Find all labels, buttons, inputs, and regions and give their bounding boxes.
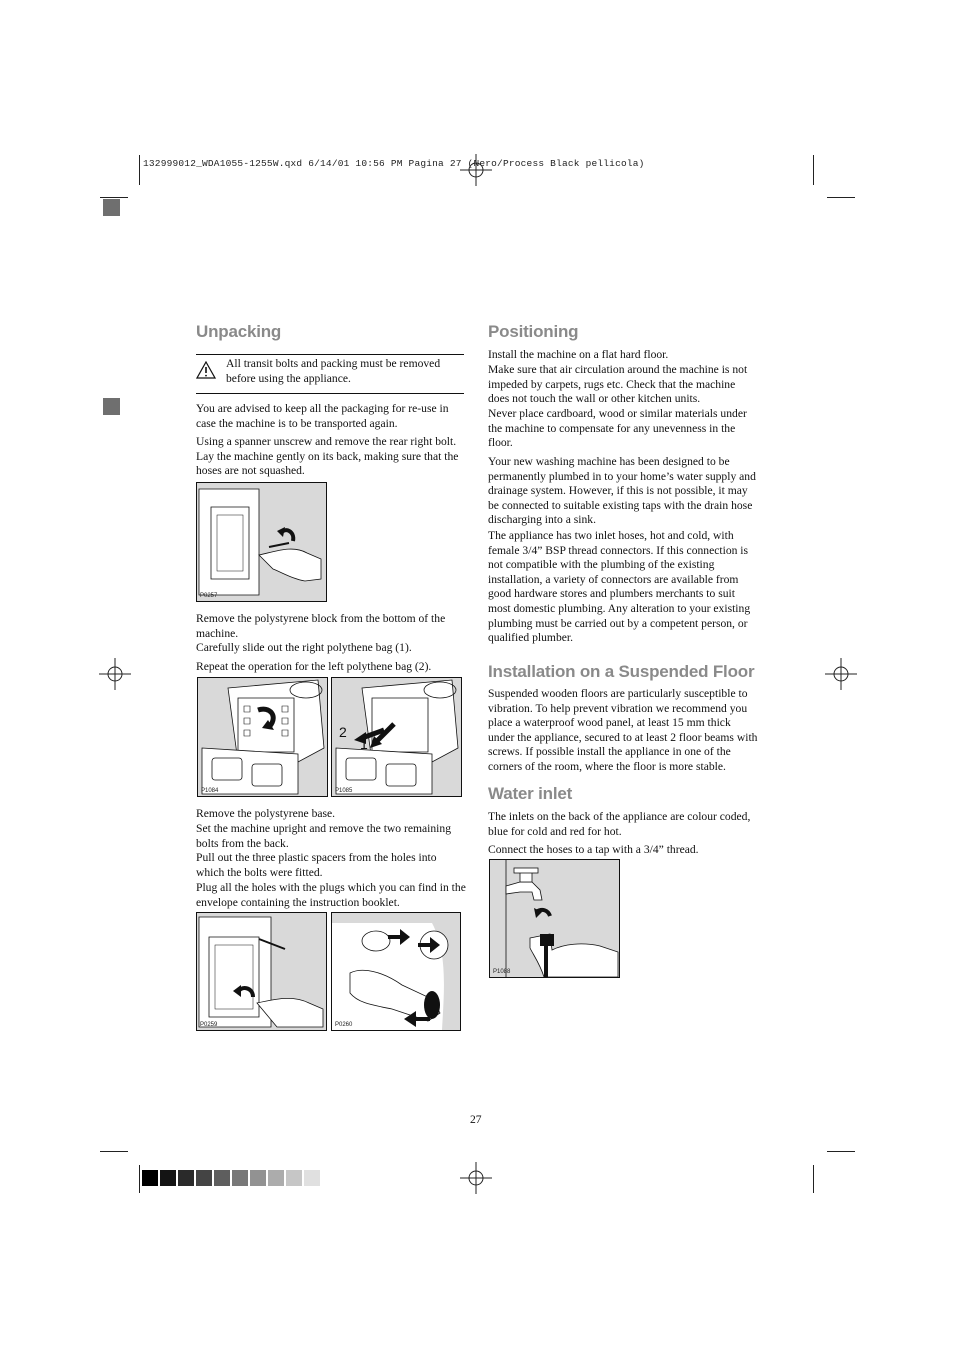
- figure-remove-right-bag: [197, 677, 328, 797]
- water-inlet-heading: Water inlet: [488, 784, 573, 803]
- color-swatch: [196, 1170, 212, 1186]
- color-swatch: [214, 1170, 230, 1186]
- warning-text: All transit bolts and packing must be removed before using the appliance.: [226, 357, 441, 385]
- page-number: 27: [470, 1113, 482, 1126]
- positioning-para: Make sure that air circulation around the machine is not impeded by carpets, rugs etc. Check that the machine does not touch the wall or other kitchen units.: [488, 363, 748, 406]
- registration-square: [103, 199, 120, 216]
- figure-connect-hose: [489, 859, 620, 978]
- color-swatch: [178, 1170, 194, 1186]
- crop-mark: [813, 155, 814, 185]
- suspended-floor-para: Suspended wooden floors are particularly susceptible to vibration. To help prevent vibration we recommend you place a waterproof wood panel, at least 15 mm thick under the appliance, secured to at least 2 floor beams with screws. If possible install the appliance in one of the corners of the room, where the floor is more stable.: [488, 687, 758, 773]
- crop-mark: [827, 1151, 855, 1152]
- figure-code: P1085: [335, 788, 353, 794]
- warning-box: [196, 354, 464, 394]
- printer-slug: 132999012_WDA1055-1255W.qxd 6/14/01 10:56 PM Pagina 27 (Nero/Process Black pellicola): [143, 158, 645, 169]
- figure-label: 1: [360, 736, 368, 752]
- crop-mark: [827, 197, 855, 198]
- figure-remove-rear-bolt: [196, 482, 327, 602]
- color-swatch: [232, 1170, 248, 1186]
- registration-square: [103, 398, 120, 415]
- unpacking-para: Plug all the holes with the plugs which you can find in the envelope containing the instruction booklet.: [196, 881, 466, 909]
- unpacking-para: Carefully slide out the right polythene bag (1).: [196, 641, 412, 654]
- suspended-floor-heading: Installation on a Suspended Floor: [488, 662, 755, 681]
- positioning-heading: Positioning: [488, 322, 579, 341]
- color-swatch: [304, 1170, 320, 1186]
- crop-mark: [139, 1165, 140, 1193]
- figure-code: P1088: [493, 969, 511, 975]
- figure-remove-remaining-bolts: [196, 912, 327, 1031]
- color-swatch: [268, 1170, 284, 1186]
- warning-triangle-icon: [196, 361, 216, 379]
- positioning-para: Install the machine on a flat hard floor.: [488, 348, 669, 361]
- figure-remove-left-bag: [331, 677, 462, 797]
- unpacking-para: Repeat the operation for the left polythene bag (2).: [196, 660, 432, 673]
- figure-code: P0257: [200, 593, 218, 599]
- positioning-para: The appliance has two inlet hoses, hot and cold, with female 3/4” BSP thread connectors. If this connection is not compatible with the plumbing of the existing installation, a variety of connectors are available from good hardware stores and plumbers merchants to suit most domestic plumbing. Any alteration to your existing plumbing must be carried out by a competent person, or qualified plumber.: [488, 529, 751, 645]
- unpacking-para: Pull out the three plastic spacers from the holes into which the bolts were fitted.: [196, 851, 437, 879]
- color-swatch: [142, 1170, 158, 1186]
- figure-code: P0260: [335, 1022, 353, 1028]
- color-swatch: [250, 1170, 266, 1186]
- unpacking-para: You are advised to keep all the packaging for re-use in case the machine is to be transported again.: [196, 402, 449, 430]
- positioning-para: Your new washing machine has been designed to be permanently plumbed in to your home’s water supply and drainage system. However, if this is not possible, it may be connected to suitable existing taps with the drain hose discharging into a sink.: [488, 455, 756, 527]
- unpacking-heading: Unpacking: [196, 322, 282, 341]
- positioning-para: Never place cardboard, wood or similar materials under the machine to compensate for any unevenness in the floor.: [488, 407, 747, 450]
- figure-label: 2: [339, 724, 347, 740]
- crop-mark: [813, 1165, 814, 1193]
- unpacking-para: Using a spanner unscrew and remove the rear right bolt. Lay the machine gently on its back, making sure that the hoses are not squashed.: [196, 435, 459, 478]
- registration-mark-icon: [460, 1162, 492, 1194]
- color-swatch: [160, 1170, 176, 1186]
- registration-mark-icon: [99, 658, 131, 690]
- figure-code: P1084: [201, 788, 219, 794]
- crop-mark: [100, 197, 128, 198]
- water-inlet-para: Connect the hoses to a tap with a 3/4” thread.: [488, 843, 699, 856]
- water-inlet-para: The inlets on the back of the appliance are colour coded, blue for cold and red for hot.: [488, 810, 751, 838]
- figure-remove-spacers: [331, 912, 461, 1031]
- crop-mark: [139, 155, 140, 185]
- crop-mark: [100, 1151, 128, 1152]
- registration-mark-icon: [460, 154, 492, 186]
- unpacking-para: Set the machine upright and remove the two remaining bolts from the back.: [196, 822, 451, 850]
- registration-mark-icon: [825, 658, 857, 690]
- color-swatch: [286, 1170, 302, 1186]
- unpacking-para: Remove the polystyrene base.: [196, 807, 336, 820]
- figure-code: P0259: [200, 1022, 218, 1028]
- unpacking-para: Remove the polystyrene block from the bottom of the machine.: [196, 612, 446, 640]
